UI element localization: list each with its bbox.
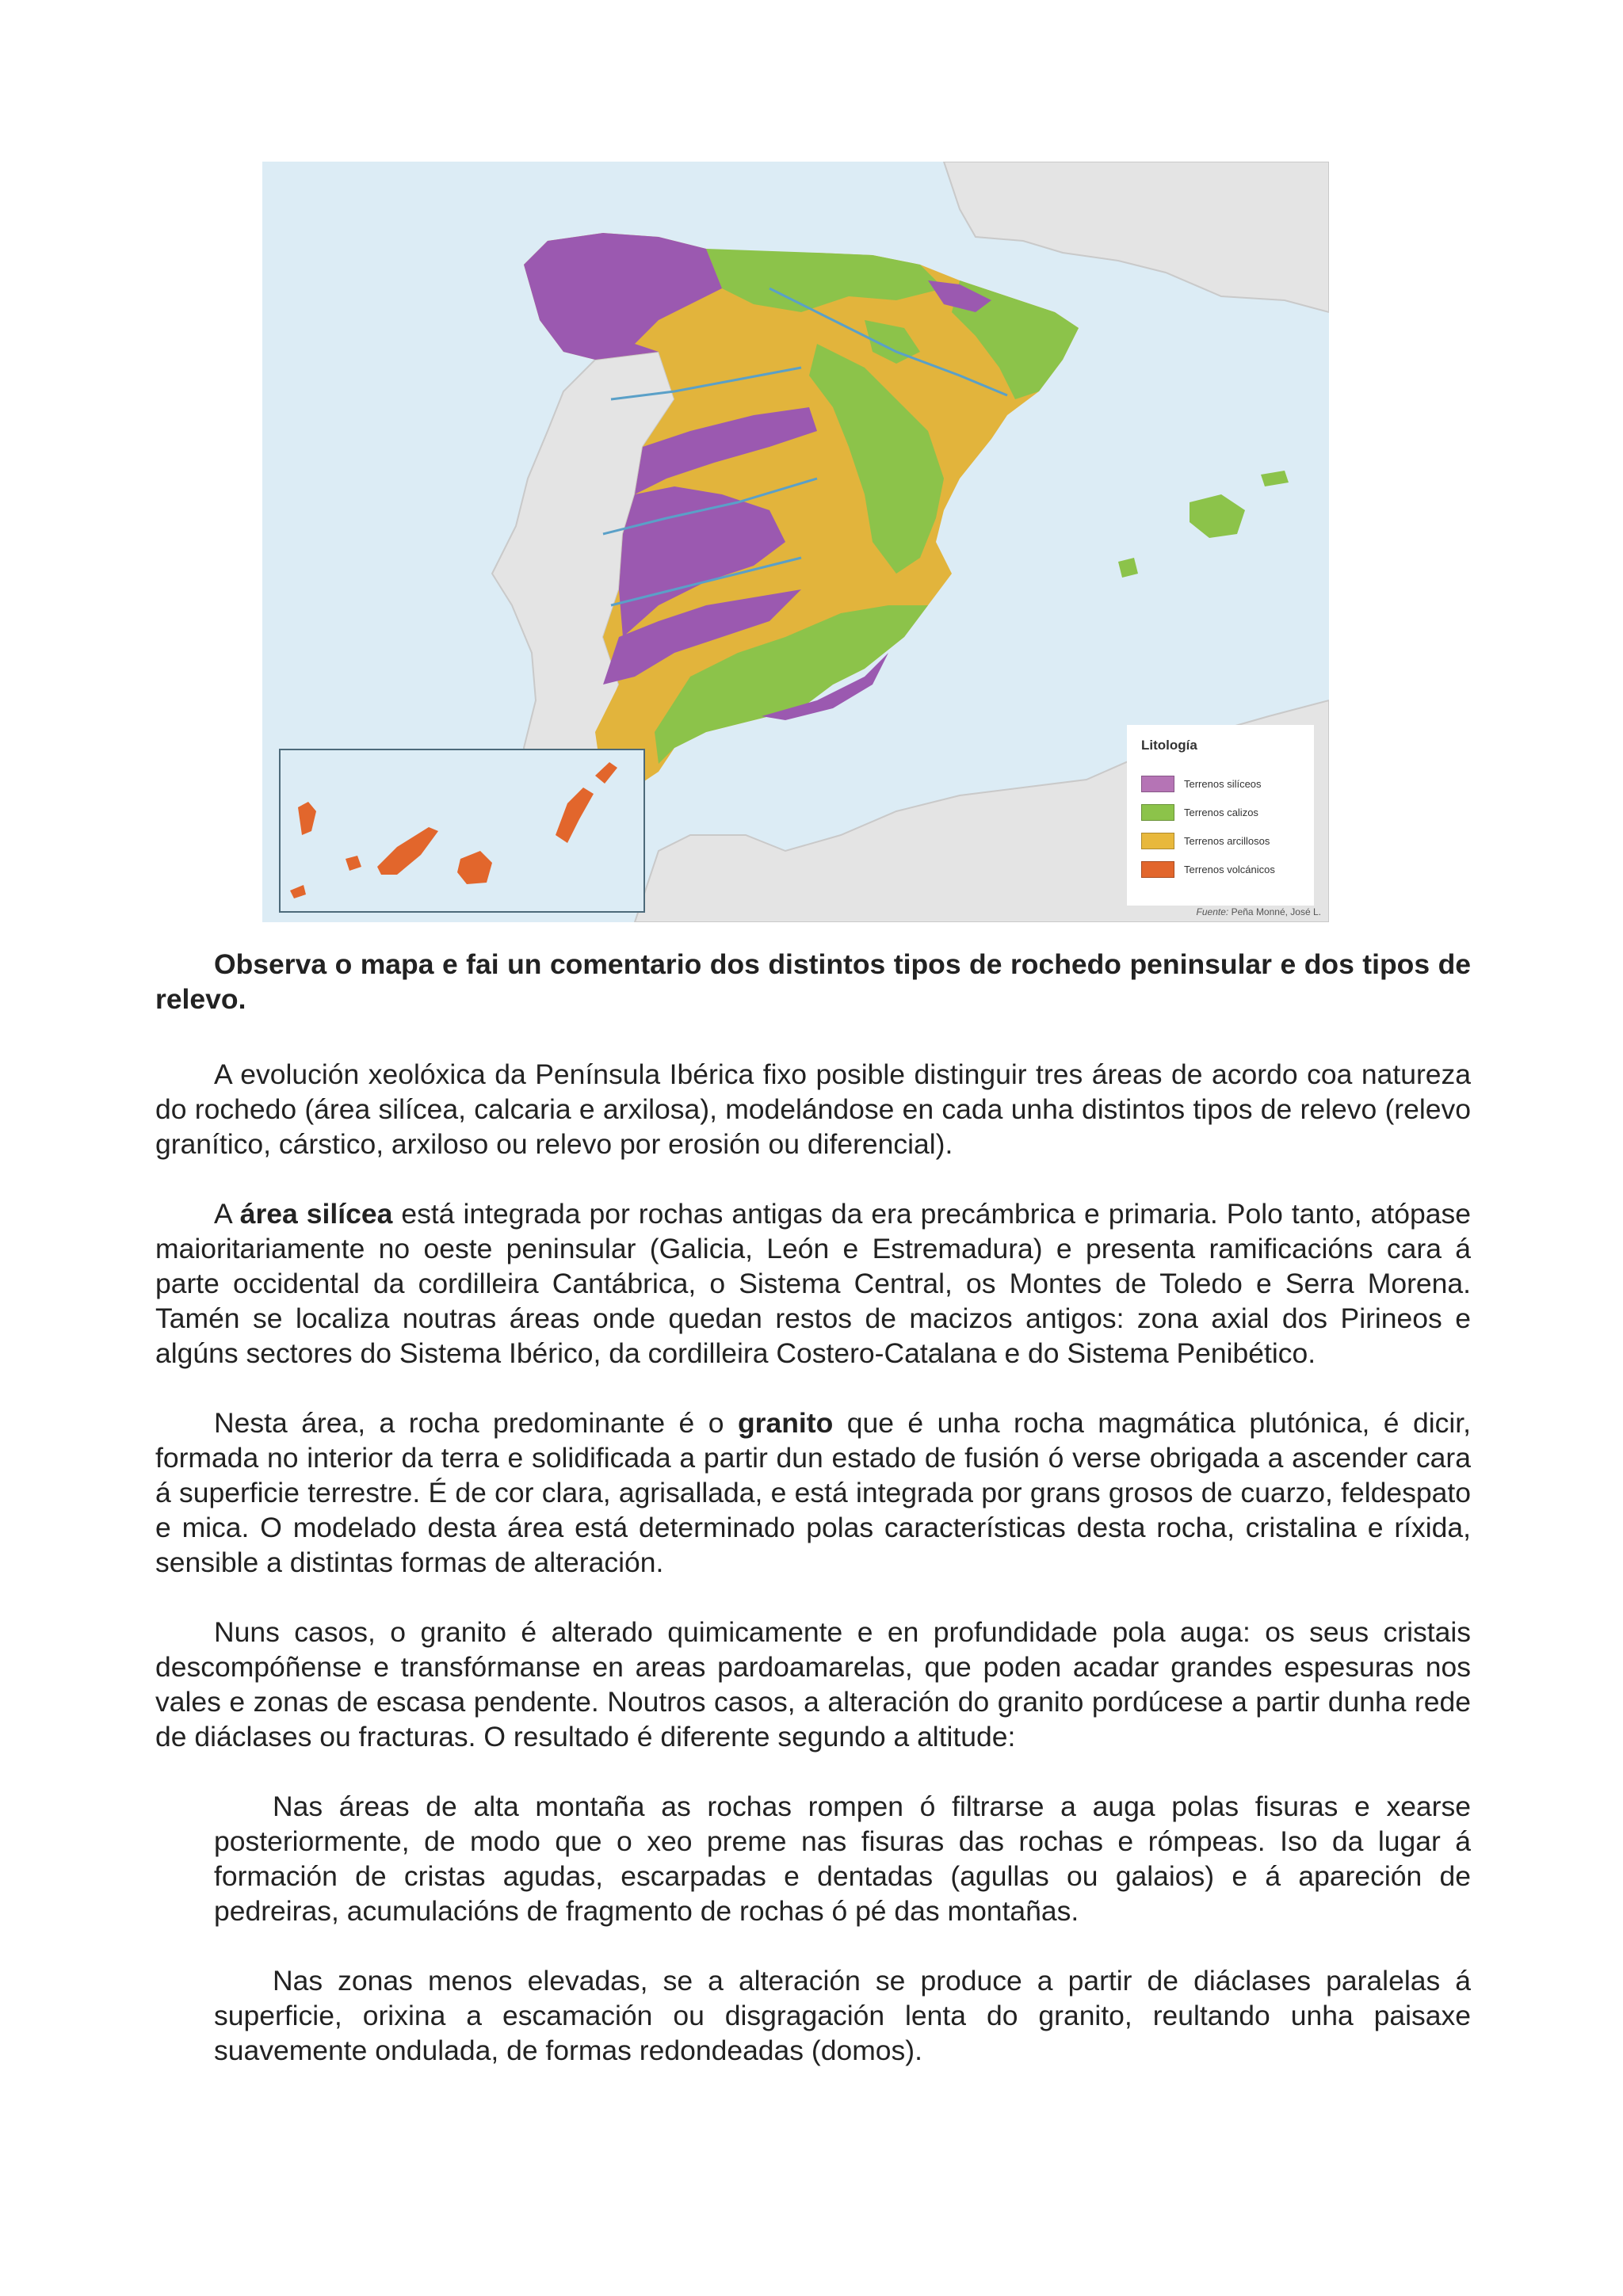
map-legend [1127,725,1314,906]
p2-start: A [214,1198,240,1230]
paragraph-siliceous-area [155,1196,1471,1371]
legend-label: Terrenos arcillosos [1184,834,1270,847]
p3-start: Nesta área, a rocha predominante é o [214,1407,738,1439]
term-siliceous-area: área silícea [239,1198,393,1230]
legend-swatch-clay [1141,833,1174,849]
legend-label: Terrenos silíceos [1184,777,1262,790]
paragraph-granite [155,1405,1471,1580]
paragraph-intro: A evolución xeolóxica da Península Ibérica fixo posible distinguir tres áreas de acordo coa natureza do rochedo (área silícea, calcaria e arxilosa), modelándose en cada unha distintos tipos de relevo (relevo granítico, cárstico, arxiloso ou relevo por erosión ou diferencial). [155,1058,1471,1160]
exercise-heading [155,947,1471,1016]
answer-body [155,1057,1471,2103]
legend-label: Terrenos volcánicos [1184,863,1275,875]
legend-swatch-siliceous [1141,776,1174,792]
legend-swatch-calcareous [1141,804,1174,821]
legend-label: Terrenos calizos [1184,806,1258,818]
legend-title: Litología [1141,738,1197,753]
legend-swatch-volcanic [1141,861,1174,878]
term-granite: granito [737,1407,834,1439]
map-source [1197,906,1321,917]
p2-rest: está integrada por rochas antigas da era precámbrica e primaria. Polo tanto, atópase maioritariamente no oeste peninsular (Galicia, León e Estremadura) e presenta ramificacións cara á parte occidental da cordilleira Cantábrica, o Sistema Central, os Montes de Toledo e Serra Morena. Tamén se localiza noutras áreas onde quedan restos de macizos antigos: zona axial dos Pirineos e algúns sectores do Sistema Ibérico, da cordilleira Costero-Catalana e do Sistema Penibético. [155,1198,1472,1369]
source-text: Peña Monné, José L. [1231,906,1321,917]
legend-item-calcareous [1141,798,1300,826]
legend-item-siliceous [1141,769,1300,798]
lithology-map [262,162,1329,922]
paragraph-high-mountain: Nas áreas de alta montaña as rochas rompen ó filtrarse a auga polas fisuras e xearse posteriormente, de modo que o xeo preme nas fisuras das rochas e rómpeas. Iso da lugar á formación de cristas agudas, escarpadas e dentadas (agullas ou galaios) e á apareción de pedreiras, acumulacións de fragmento de rochas ó pé das montañas. [214,1791,1471,1927]
legend-item-clay [1141,826,1300,855]
paragraph-alteration: Nuns casos, o granito é alterado quimicamente e en profundidade pola auga: os seus cristais descompóñense e transfórmanse en areas pardoamarelas, que poden acadar grandes espesuras nos vales e zonas de escasa pendente. Noutros casos, a alteración do granito pordúcese a partir dunha rede de diáclases ou fracturas. O resultado é diferente segundo a altitude: [155,1616,1471,1753]
paragraph-low-areas: Nas zonas menos elevadas, se a alteración se produce a partir de diáclases paralelas á superficie, orixina a escamación ou disgragación lenta do granito, reultando unha paisaxe suavemente ondulada, de formas redondeadas (domos). [214,1965,1471,2066]
heading-text: Observa o mapa e fai un comentario dos distintos tipos de rochedo peninsular e dos tipos de relevo. [155,948,1471,1015]
source-label: Fuente: [1196,906,1229,917]
legend-item-volcanic [1141,855,1300,883]
p3-rest: que é unha rocha magmática plutónica, é dicir, formada no interior da terra e solidificada a partir dun estado de fusión ó verse obrigada a ascender cara á superficie terrestre. É de cor clara, agrisallada, e está integrada por grans grosos de cuarzo, feldespato e mica. O modelado desta área está determinado polas características desta rocha, cristalina e ríxida, sensible a distintas formas de alteración. [155,1407,1471,1578]
canary-inset-frame [280,749,644,912]
